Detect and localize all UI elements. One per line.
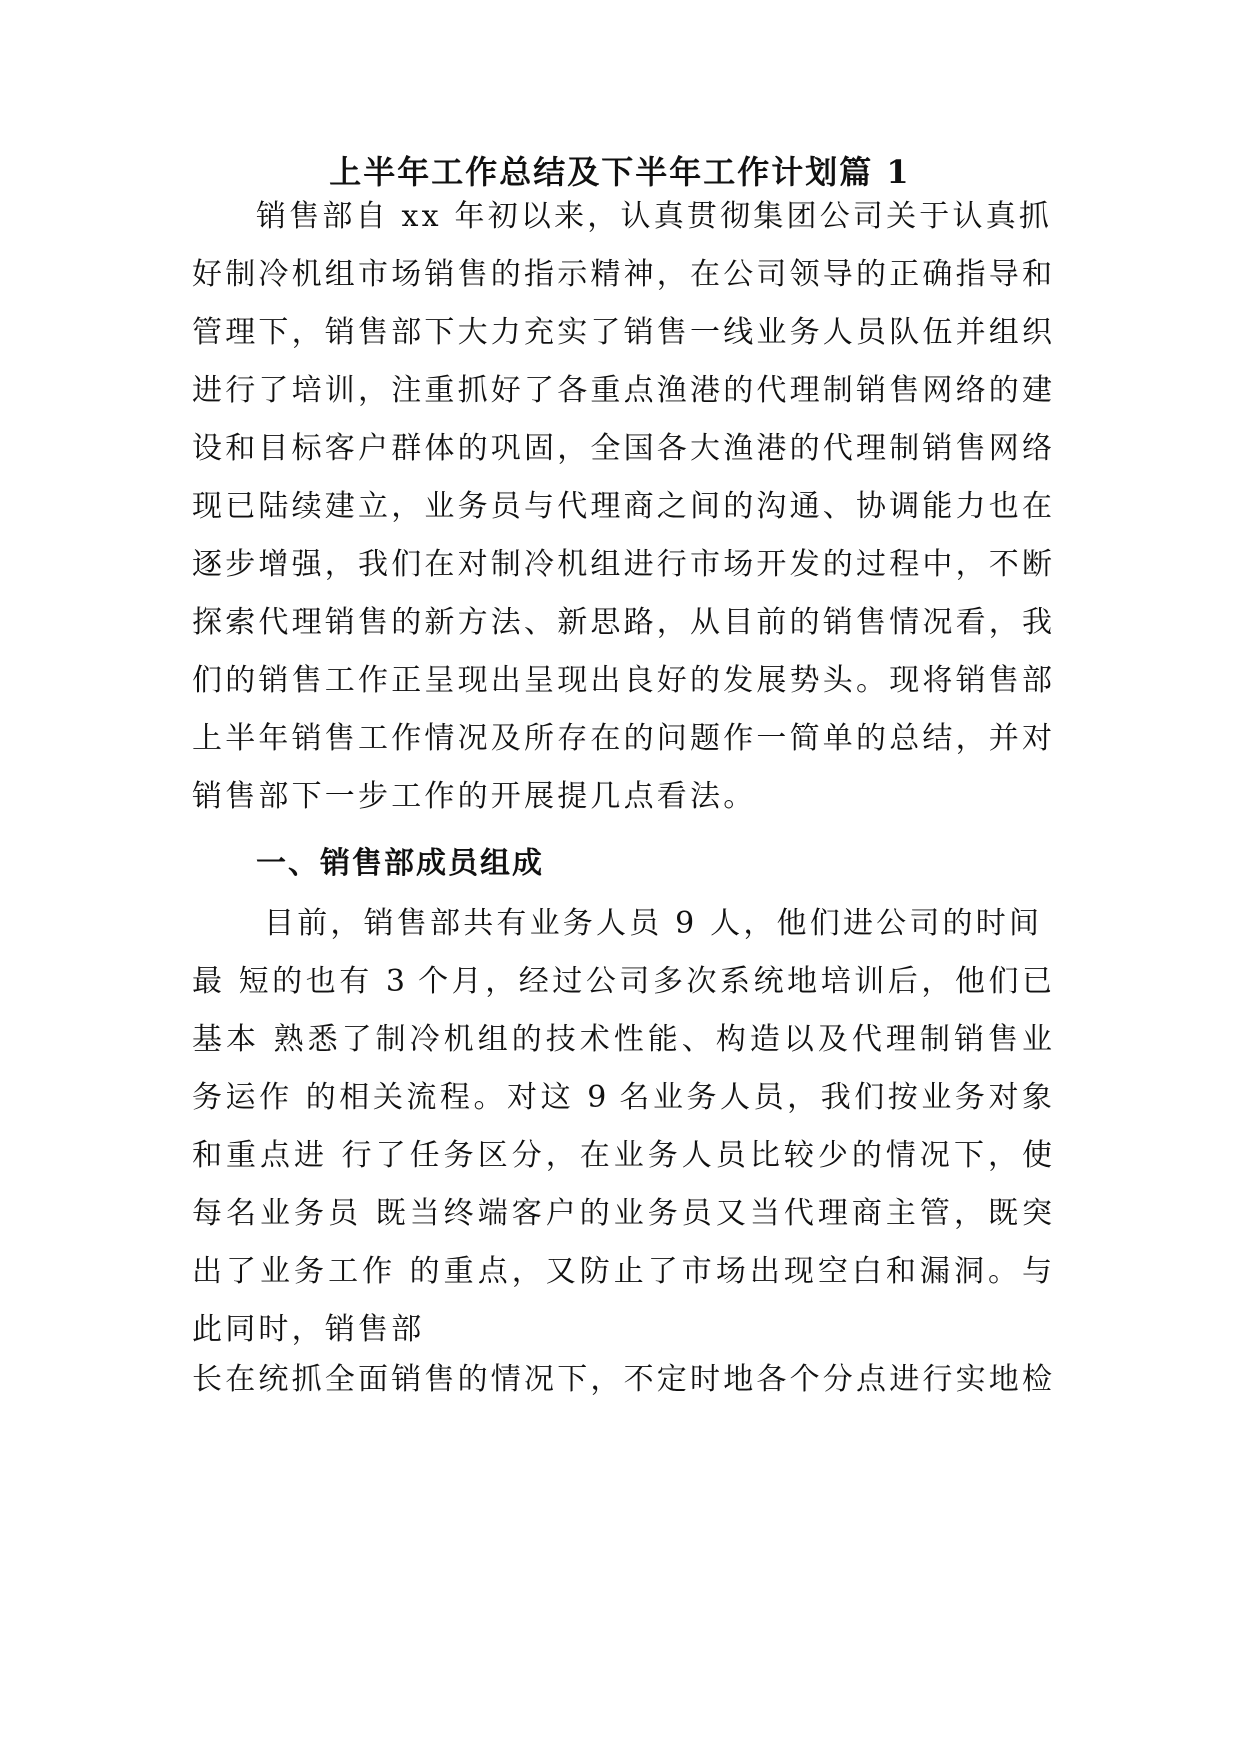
document-title: 上半年工作总结及下半年工作计划篇 1 (329, 153, 911, 191)
paragraph-line: 销售部下一步工作的开展提几点看法。 (192, 779, 757, 814)
paragraph-line: 进行了培训，注重抓好了各重点渔港的代理制销售网络的建 (192, 373, 1052, 408)
paragraph-line: 探索代理销售的新方法、新思路，从目前的销售情况看，我 (192, 605, 1052, 640)
paragraph-line: 们的销售工作正呈现出呈现出良好的发展势头。现将销售部 (192, 663, 1052, 698)
paragraph-line: 好制冷机组市场销售的指示精神，在公司领导的正确指导和 (192, 257, 1052, 292)
paragraph-line: 每名业务员 既当终端客户的业务员又当代理商主管，既突 (192, 1196, 1052, 1231)
paragraph-line: 出了业务工作 的重点，又防止了市场出现空白和漏洞。与 (192, 1254, 1052, 1289)
paragraph-line: 最 短的也有 3 个月，经过公司多次系统地培训后，他们已 (192, 964, 1052, 999)
paragraph-line: 上半年销售工作情况及所存在的问题作一简单的总结，并对 (192, 721, 1052, 756)
paragraph-line: 管理下，销售部下大力充实了销售一线业务人员队伍并组织 (192, 315, 1052, 350)
paragraph-line: 长在统抓全面销售的情况下，不定时地各个分点进行实地检 (192, 1362, 1052, 1397)
paragraph-line: 设和目标客户群体的巩固，全国各大渔港的代理制销售网络 (192, 431, 1052, 466)
section-heading: 一、销售部成员组成 (256, 846, 544, 881)
paragraph-line: 务运作 的相关流程。对这 9 名业务人员，我们按业务对象 (192, 1080, 1052, 1115)
paragraph-line: 此同时，销售部 (192, 1312, 425, 1347)
paragraph-line: 基本 熟悉了制冷机组的技术性能、构造以及代理制销售业 (192, 1022, 1052, 1057)
paragraph-line: 逐步增强，我们在对制冷机组进行市场开发的过程中，不断 (192, 547, 1052, 582)
paragraph-line: 和重点进 行了任务区分，在业务人员比较少的情况下，使 (192, 1138, 1052, 1173)
paragraph-line: 目前，销售部共有业务人员 9 人，他们进公司的时间 (264, 906, 1043, 941)
paragraph-line: 销售部自 xx 年初以来，认真贯彻集团公司关于认真抓 (256, 199, 1053, 234)
paragraph-line: 现已陆续建立，业务员与代理商之间的沟通、协调能力也在 (192, 489, 1052, 524)
